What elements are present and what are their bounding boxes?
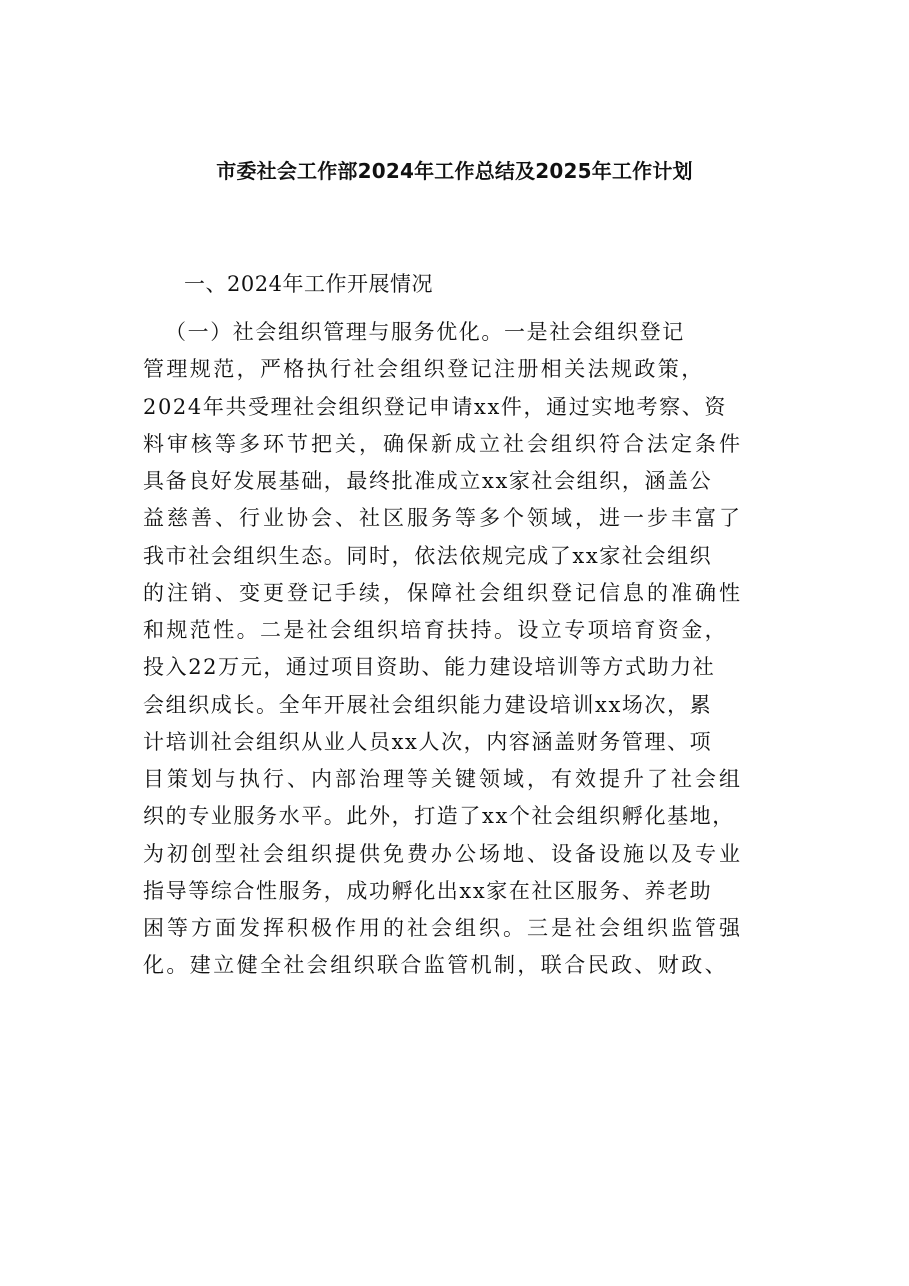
paragraph-line: 和规范性。二是社会组织培育扶持。设立专项培育资金， bbox=[143, 618, 728, 642]
paragraph-line: 织的专业服务水平。此外，打造了xx个社会组织孵化基地， bbox=[143, 804, 735, 829]
paragraph-line: 益慈善、行业协会、社区服务等多个领域，进一步丰富了 bbox=[143, 506, 743, 531]
paragraph-line: 困等方面发挥积极作用的社会组织。三是社会组织监管强 bbox=[143, 916, 743, 940]
paragraph-line: 目策划与执行、内部治理等关键领域，有效提升了社会组 bbox=[143, 767, 743, 791]
paragraph-line: 计培训社会组织从业人员xx人次，内容涵盖财务管理、项 bbox=[143, 729, 713, 754]
paragraph bbox=[143, 314, 783, 985]
paragraph-line: 具备良好发展基础，最终批准成立xx家社会组织，涵盖公 bbox=[143, 469, 713, 493]
paragraph-line: 管理规范，严格执行社会组织登记注册相关法规政策， bbox=[143, 357, 705, 382]
section-heading: 一、2024年工作开展情况 bbox=[184, 272, 433, 296]
paragraph-line: 化。建立健全社会组织联合监管机制，联合民政、财政、 bbox=[143, 953, 728, 978]
paragraph-line: 2024年共受理社会组织登记申请xx件，通过实地考察、资 bbox=[143, 394, 727, 419]
paragraph-line: 的注销、变更登记手续，保障社会组织登记信息的准确性 bbox=[143, 580, 743, 605]
paragraph-line: 投入22万元，通过项目资助、能力建设培训等方式助力社 bbox=[143, 655, 716, 680]
document-title: 市委社会工作部2024年工作总结及2025年工作计划 bbox=[216, 159, 693, 183]
paragraph-line: 指导等综合性服务，成功孵化出xx家在社区服务、养老助 bbox=[143, 878, 713, 903]
paragraph-line: （一）社会组织管理与服务优化。一是社会组织登记 bbox=[165, 320, 685, 344]
paragraph-line: 料审核等多环节把关，确保新成立社会组织符合法定条件 bbox=[143, 431, 743, 456]
paragraph-line: 我市社会组织生态。同时，依法依规完成了xx家社会组织 bbox=[143, 543, 713, 568]
paragraph-line: 会组织成长。全年开展社会组织能力建设培训xx场次，累 bbox=[143, 692, 713, 717]
paragraph-line: 为初创型社会组织提供免费办公场地、设备设施以及专业 bbox=[143, 841, 743, 866]
